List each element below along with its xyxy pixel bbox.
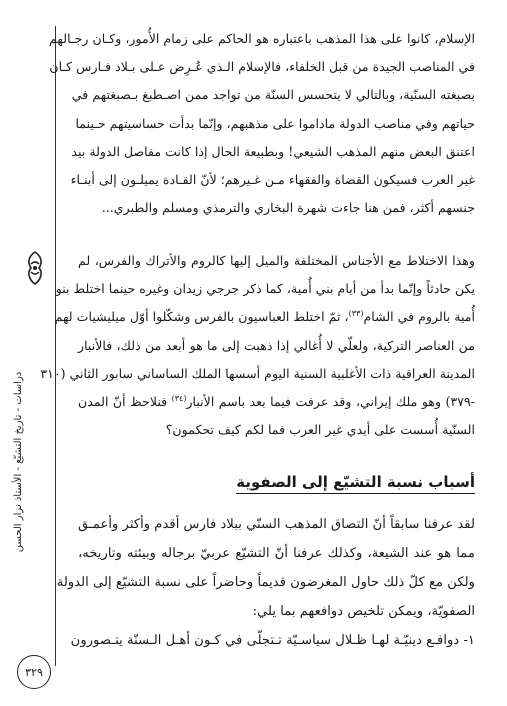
paragraph-2: [40, 247, 475, 444]
footnote-ref-33[interactable]: (٣٣): [348, 309, 364, 319]
text-segment: -٣٧٩) وهو ملك إيراني، وقد عرفت فيما بعد باسم الأنبار: [186, 394, 475, 410]
margin-rule: [55, 26, 56, 666]
text-line: غير العرب فسيكون القضاة والفقهاء مـن غـيرهم؛ لأنّ القـادة يميلـون إلى أبنـاء: [70, 172, 475, 188]
page-number: ٣٢٩: [17, 655, 51, 689]
text-line: جنسهم أكثر، فمن هنا جاءت شهرة البخاري والترمذي ومسلم والطبري...: [101, 200, 475, 216]
text-line-with-footnote: [54, 303, 475, 331]
text-line: لقد عرفنا سابقاً أنّ التصاق المذهب السنّي ببلاد فارس أقدم وأكثر وأعمـق: [77, 517, 475, 532]
publisher-logo-icon: [22, 248, 48, 288]
text-line: الصفويّة، ويمكن تلخيص دوافعهم بما يلي:: [252, 604, 475, 619]
section-heading: [78, 473, 475, 491]
text-segment: ، ثمّ اختلط العباسيون بالفرس وشكّلوا أوّل ميليشيات لهم: [54, 309, 349, 325]
text-line: في المناصب الجيدة من قبل الخلفاء، فالإسلام الـذي عُـرِض عـلى بـلاد فـارس كـان: [49, 59, 475, 75]
section-heading-text: أسباب نسبة التشيّع إلى الصفوية: [236, 473, 475, 494]
text-line: اعتنق البعض منهم المذهب الشيعي! وبطبيعة الحال إذا كانت مفاصل الدولة بيد: [71, 143, 475, 159]
text-line: المدينة العراقية ذات الأغلبية السنية اليوم أسسها الملك الساساني سابور الثاني (٣١٠: [40, 365, 475, 381]
text-line-with-footnote: [78, 388, 475, 416]
footnote-ref-34[interactable]: (٣٤): [171, 393, 187, 403]
text-line: ١- دوافـع دينيّـة لهـا ظـلال سياسـيّة تـتجلّى في كـون أهـل الـسنّة يتـصورون: [70, 633, 475, 648]
text-segment: أُمية بالروم في الشام: [363, 309, 475, 325]
text-line: الإسلام، كانوا على هذا المذهب باعتباره هو الحاكم على زمام الأُمور، وكـان رجـالهم: [49, 31, 475, 46]
paragraph-3: [56, 510, 475, 655]
text-line: بصبغته السنّية، وبالتالي لا يتحسس السنّة من تواجد ممن اصـطبغ بـصبغتهم في: [71, 87, 475, 103]
text-line: وهذا الاختلاط مع الأجناس المختلفة والميل إليها كالروم والأتراك والفرس، لم: [78, 253, 475, 268]
text-line: يكن حادثاً وإنّما بدأ من أيام بني أُمية، كما ذكر جرجي زيدان وغيره حينما اختلط بنو: [55, 281, 475, 297]
text-line: حياتهم وفي مناصب الدولة ماداموا على مذهبهم، وإنّما بدأت حساسيتهم حـينما: [75, 115, 475, 131]
text-line: ولكن مع كلّ ذلك حاول المغرضون قديماً وحاضراً على نسبة التشيّع إلى الدولة: [56, 575, 475, 590]
paragraph-1: [49, 25, 475, 222]
text-line: من العناصر التركية، ولعلّي لا أُغالي إذا ذهبت إلى ما هو أبعد من ذلك، فالأنبار: [78, 337, 475, 353]
text-line: السنّية أُسست على أيدي غير العرب فما لكم كيف تحكمون؟: [165, 422, 475, 438]
running-head: دراسات - تاريخ التشيّع - الأستاذ نزار الحسن: [13, 371, 24, 553]
text-line: مما هو عند الشيعة، وكذلك عرفنا أنّ التشيّع عربيّ برجاله وبيئته وتاريخه،: [78, 546, 475, 561]
text-segment: فنلاحظ أنّ المدن: [78, 394, 172, 410]
